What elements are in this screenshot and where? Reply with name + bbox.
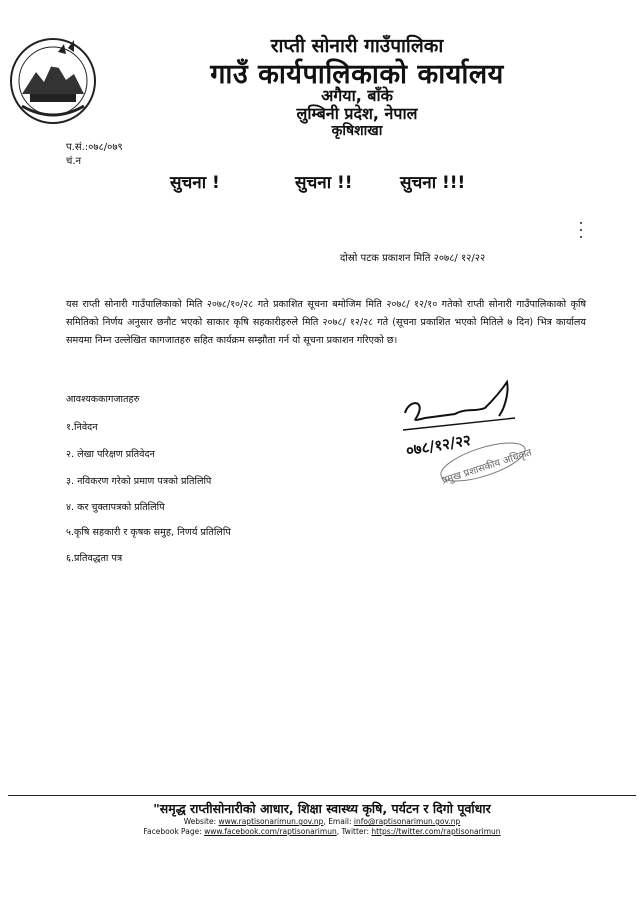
- footer-contacts: [0, 817, 644, 837]
- section-name: कृषिशाखा: [331, 123, 383, 139]
- email-label: , Email:: [323, 817, 352, 826]
- notice-body: यस राप्ती सोनारी गाउँपालिकाको मिति २०७८/१०/२८ गते प्रकाशित सूचना बमोजिम मिति २०७८/ १२/१० गतेको राप्ती सोनारी गाउँपालिकाको कृषि समितिको निर्णय अनुसार छनौट भएको साकार कृषि सहकारीहरुले मिति २०७८/ १२/२८ गते (सूचना प्रकाशित भएको मितिले ७ दिन) भित्र कार्यालय समयमा निम्न उल्लेखित कागजातहरु सहित कार्यक्रम सम्झौता गर्न यो सूचना प्रकाशन गरिएको छ।: [66, 299, 586, 346]
- twitter-label: , Twitter:: [336, 827, 370, 836]
- footer-motto: "समृद्ध राप्तीसोनारीको आधार, शिक्षा स्वास्थ्य कृषि, पर्यटन र दिगो पूर्वाधार: [153, 801, 491, 816]
- address-line-2: लुम्बिनी प्रदेश, नेपाल: [296, 104, 418, 123]
- website-label: Website:: [183, 817, 217, 826]
- document-item: ६.प्रतिवद्धता पत्र: [66, 553, 123, 564]
- dispatch-number: चं.न: [66, 156, 82, 167]
- letter-number: प.सं.:०७८/०७९: [66, 142, 123, 153]
- document-item: ५.कृषि सहकारी र कृषक समुह, निणर्य प्रतिलिपि: [66, 527, 231, 538]
- address-line-1: अगैया, बाँके: [321, 86, 393, 105]
- signature-stamp-icon: [395, 378, 535, 488]
- notice-word-1: सुचना !: [170, 173, 220, 193]
- email-link[interactable]: info@raptisonarimun.gov.np: [353, 817, 461, 826]
- margin-dots: [580, 222, 584, 243]
- notice-word-3: सुचना !!!: [400, 173, 466, 193]
- document-item: २. लेखा परिक्षण प्रतिवेदन: [66, 449, 155, 460]
- municipality-name: राप्ती सोनारी गाउँपालिका: [270, 35, 444, 57]
- document-item: ४. कर चुक्तापत्रको प्रतिलिपि: [66, 502, 165, 513]
- twitter-link[interactable]: https://twitter.com/raptisonarimun: [371, 827, 501, 836]
- publication-date: दोस्रो पटक प्रकाशन मिति २०७८/ १२/२२: [340, 253, 486, 264]
- office-title: गाउँ कार्यपालिकाको कार्यालय: [210, 59, 504, 90]
- notice-word-2: सुचना !!: [295, 173, 353, 193]
- document-item: १.निवेदन: [66, 422, 98, 433]
- website-link[interactable]: www.raptisonarimun.gov.np: [218, 817, 324, 826]
- signature-date: ०७८/१२/२२: [404, 430, 473, 460]
- facebook-link[interactable]: www.facebook.com/raptisonarimun: [204, 827, 337, 836]
- document-item: ३. नविकरण गरेको प्रमाण पत्रको प्रतिलिपि: [66, 476, 212, 487]
- facebook-label: Facebook Page:: [143, 827, 202, 836]
- documents-title: आवश्यककागजातहरु: [66, 394, 140, 405]
- footer-divider: [8, 795, 636, 796]
- stamp-text: प्रमुख प्रशासकीय अधिकृत: [440, 447, 534, 487]
